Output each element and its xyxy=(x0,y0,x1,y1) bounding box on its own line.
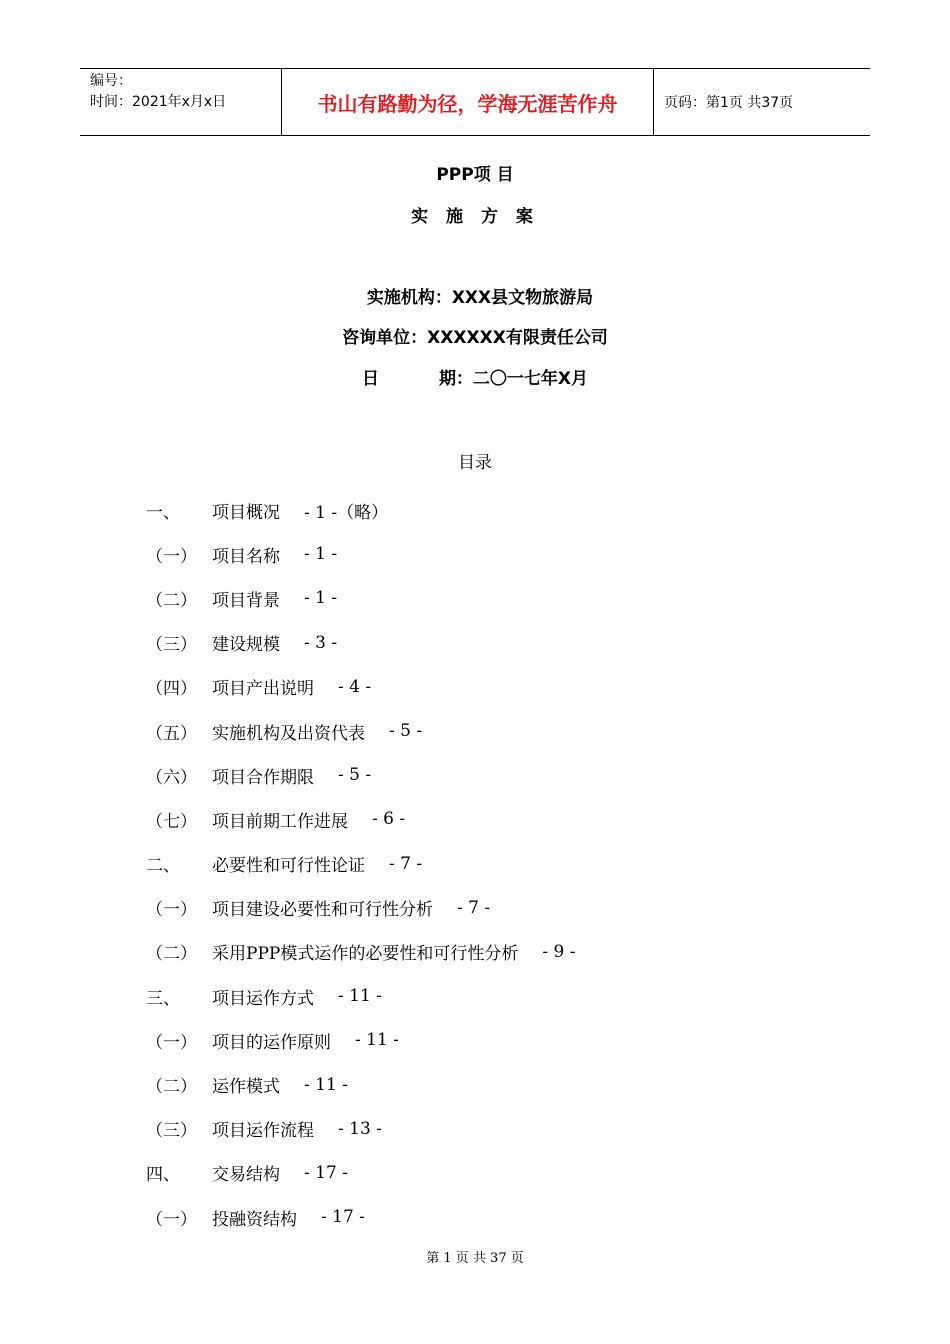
toc-item[interactable] xyxy=(146,665,846,709)
toc-item-number: （三） xyxy=(146,635,197,656)
toc-item-number: （一） xyxy=(146,546,197,567)
toc-item[interactable] xyxy=(146,886,846,930)
toc-item[interactable] xyxy=(146,930,846,974)
toc-item-number: （二） xyxy=(146,944,197,965)
toc-item-number: （五） xyxy=(146,723,197,744)
toc-item-page: - 13 - xyxy=(338,1118,382,1139)
toc-item-page: - 4 - xyxy=(338,676,372,697)
toc-item-title: 项目背景 xyxy=(212,590,280,611)
toc-item-page: - 9 - xyxy=(542,941,576,962)
header-page-info: 页码：第1页 共37页 xyxy=(664,95,794,111)
toc-item-number: （七） xyxy=(146,811,197,832)
toc-item-number: 四、 xyxy=(146,1165,180,1186)
date-label-right: 期：二〇一七年X月 xyxy=(438,369,589,389)
toc-item[interactable] xyxy=(146,576,846,620)
toc-item-title: 投融资结构 xyxy=(212,1209,297,1230)
toc-item-page: - 17 - xyxy=(304,1162,348,1183)
toc-heading: 目录 xyxy=(458,453,492,473)
toc-item-title: 采用PPP模式运作的必要性和可行性分析 xyxy=(212,944,519,965)
document-header xyxy=(80,68,870,136)
toc-item-title: 建设规模 xyxy=(212,635,280,656)
toc-item-number: 三、 xyxy=(146,988,180,1009)
toc-item-title: 实施机构及出资代表 xyxy=(212,723,365,744)
toc-item[interactable] xyxy=(146,1018,846,1062)
toc-item-page: - 11 - xyxy=(355,1030,399,1051)
toc-item-number: 二、 xyxy=(146,856,180,877)
toc-item[interactable] xyxy=(146,621,846,665)
toc-item-page: - 17 - xyxy=(321,1207,365,1228)
toc-item-page: - 11 - xyxy=(304,1074,348,1095)
toc-item-title: 项目的运作原则 xyxy=(212,1032,331,1053)
toc-item-page: - 6 - xyxy=(372,809,406,830)
toc-item-page: - 5 - xyxy=(338,765,372,786)
toc-item[interactable] xyxy=(146,1062,846,1106)
toc-item-title: 交易结构 xyxy=(212,1165,280,1186)
toc-item-title: 运作模式 xyxy=(212,1077,280,1098)
toc-item-number: （一） xyxy=(146,1209,197,1230)
toc-item[interactable] xyxy=(146,1107,846,1151)
toc-item-page: - 11 - xyxy=(338,986,382,1007)
toc-item-title: 项目合作期限 xyxy=(212,767,314,788)
toc-item[interactable] xyxy=(146,842,846,886)
toc-item-page: - 1 -（略） xyxy=(304,502,389,523)
document-title: PPP项 目 xyxy=(436,165,514,185)
toc-item-title: 项目产出说明 xyxy=(212,679,314,700)
toc-item-title: 项目运作方式 xyxy=(212,988,314,1009)
toc-item-page: - 5 - xyxy=(389,721,423,742)
toc-item-number: （六） xyxy=(146,767,197,788)
toc-item-number: （二） xyxy=(146,590,197,611)
consulting-unit: 咨询单位：XXXXXX有限责任公司 xyxy=(342,328,608,348)
toc-item-title: 必要性和可行性论证 xyxy=(212,856,365,877)
toc-item-number: （四） xyxy=(146,679,197,700)
toc-item[interactable] xyxy=(146,1151,846,1195)
number-label: 编号： xyxy=(90,73,132,89)
toc-item-title: 项目前期工作进展 xyxy=(212,811,348,832)
date-label-left: 日 xyxy=(361,369,379,389)
toc-item-number: （三） xyxy=(146,1121,197,1142)
toc-item-title: 项目建设必要性和可行性分析 xyxy=(212,900,433,921)
toc-item[interactable] xyxy=(146,1195,846,1239)
toc-item-number: （一） xyxy=(146,1032,197,1053)
toc-item[interactable] xyxy=(146,974,846,1018)
toc-item-page: - 1 - xyxy=(304,544,338,565)
page-footer: 第 1 页 共 37 页 xyxy=(426,1251,524,1266)
toc-item-title: 项目运作流程 xyxy=(212,1121,314,1142)
toc-item-title: 项目名称 xyxy=(212,546,280,567)
toc-item[interactable] xyxy=(146,709,846,753)
toc-item[interactable] xyxy=(146,797,846,841)
time-label: 时间：2021年x月x日 xyxy=(90,94,227,110)
toc-item[interactable] xyxy=(146,488,846,532)
header-motto: 书山有路勤为径，学海无涯苦作舟 xyxy=(281,69,654,135)
toc-item-page: - 7 - xyxy=(457,897,491,918)
toc-item-number: （一） xyxy=(146,900,197,921)
document-date xyxy=(0,364,950,389)
implementing-agency: 实施机构：XXX县文物旅游局 xyxy=(366,288,594,308)
toc-item[interactable] xyxy=(146,753,846,797)
document-subtitle: 实 施 方 案 xyxy=(411,207,539,227)
toc-item-page: - 1 - xyxy=(304,588,338,609)
toc-item-title: 项目概况 xyxy=(212,502,280,523)
toc-item[interactable] xyxy=(146,532,846,576)
header-meta xyxy=(80,69,281,135)
toc-item-page: - 7 - xyxy=(389,853,423,874)
table-of-contents xyxy=(146,488,846,1239)
toc-item-number: 一、 xyxy=(146,502,180,523)
toc-item-page: - 3 - xyxy=(304,632,338,653)
toc-item-number: （二） xyxy=(146,1077,197,1098)
